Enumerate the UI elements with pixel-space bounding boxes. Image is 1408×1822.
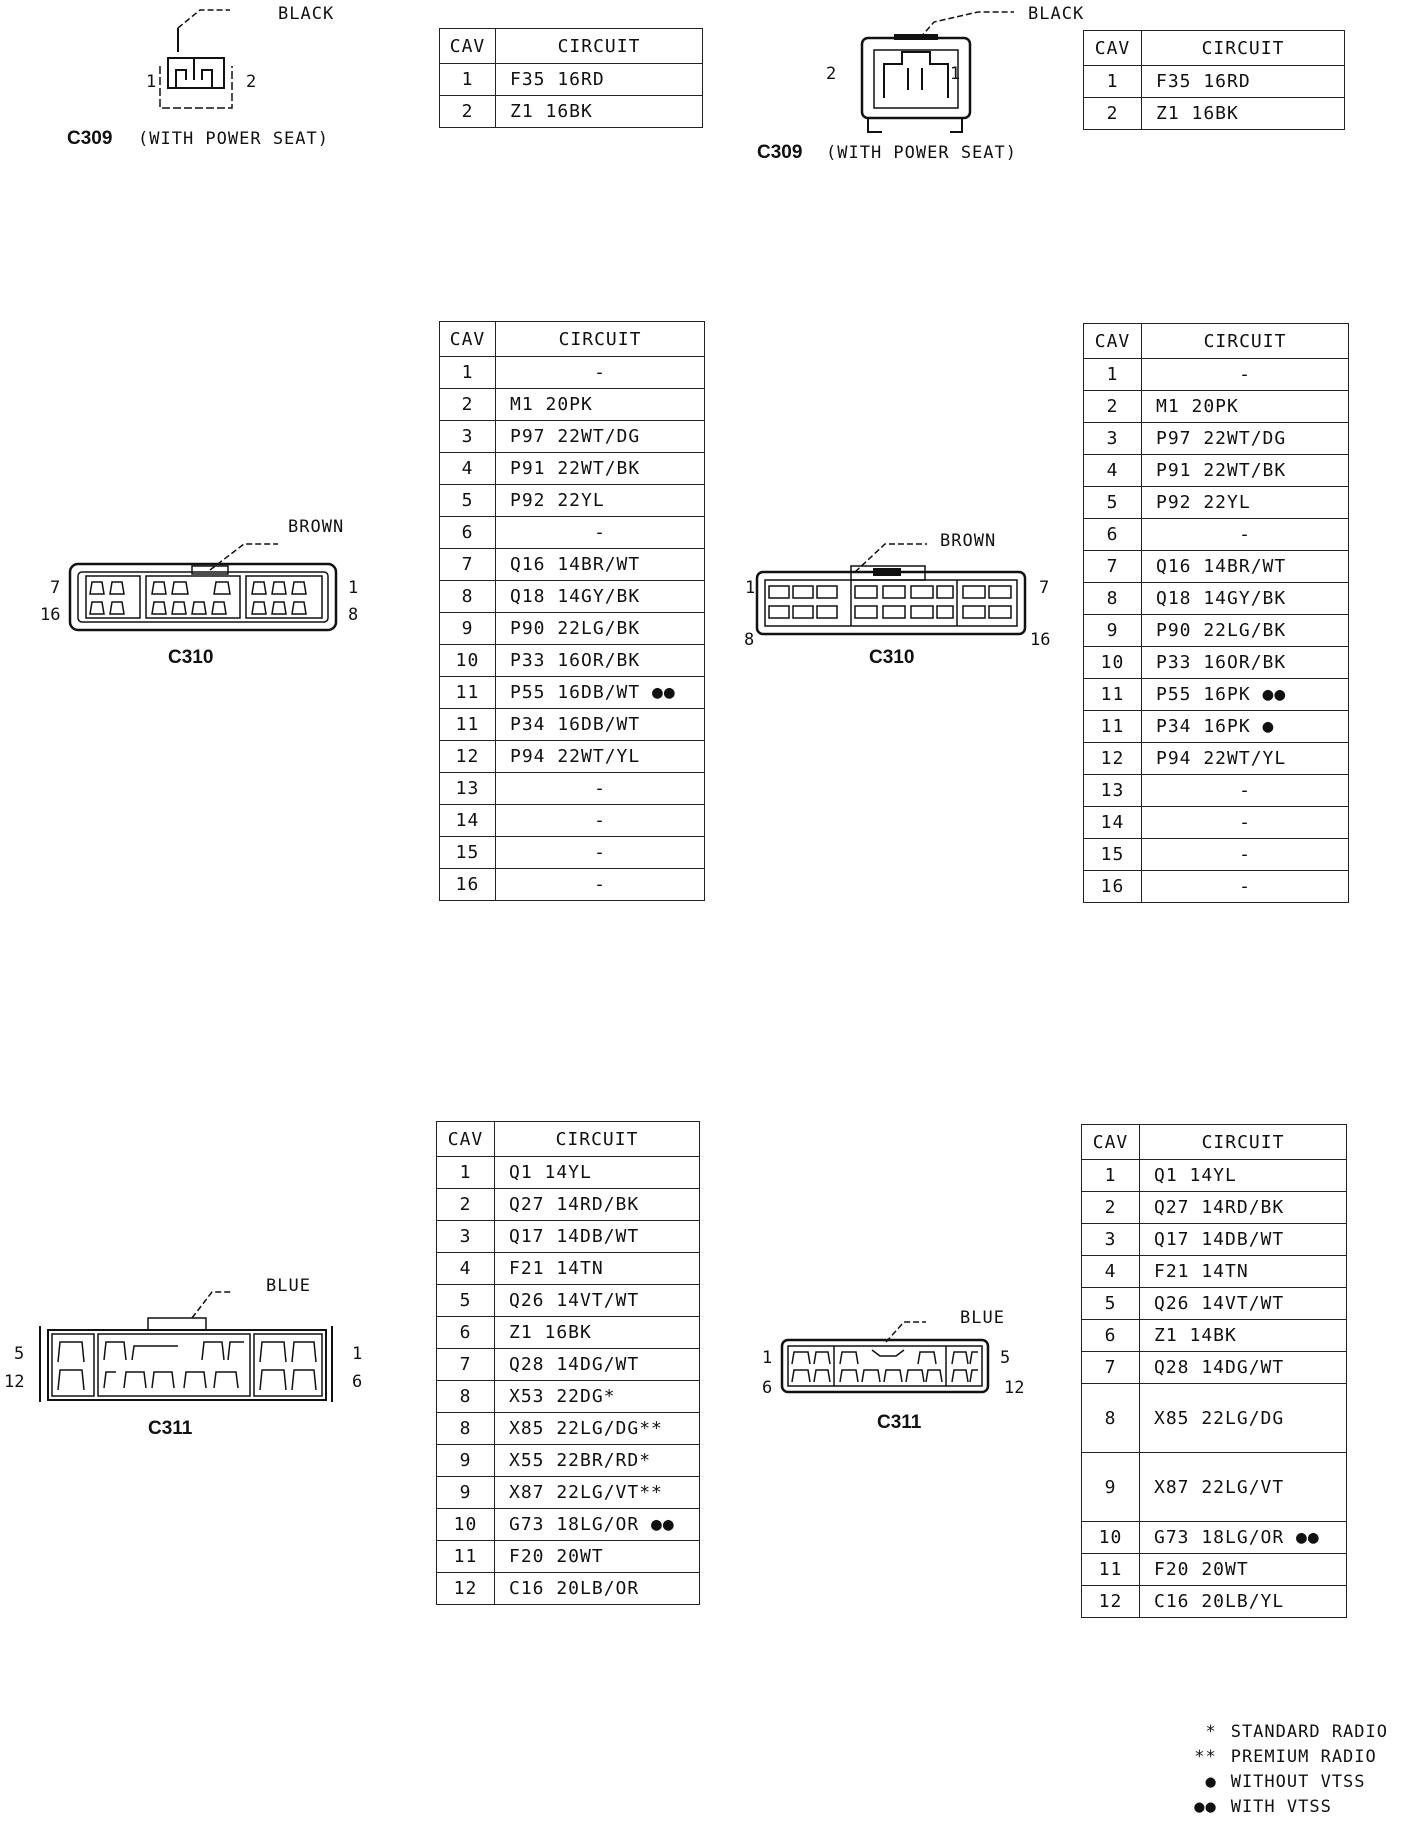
table-row xyxy=(1084,359,1349,391)
c310-left-pin-br: 8 xyxy=(348,605,359,625)
circuit-cell: M1 20PK xyxy=(1142,391,1349,423)
table-row xyxy=(440,677,705,709)
cav-cell: 12 xyxy=(1084,743,1142,775)
circuit-cell: P97 22WT/DG xyxy=(496,421,705,453)
cav-cell: 11 xyxy=(440,677,496,709)
cav-cell: 10 xyxy=(440,645,496,677)
table-row xyxy=(1082,1256,1347,1288)
c311-left-pin-br: 6 xyxy=(352,1372,363,1392)
legend-text: STANDARD RADIO xyxy=(1230,1722,1388,1742)
cav-cell: 1 xyxy=(440,357,496,389)
cav-cell: 2 xyxy=(440,389,496,421)
cav-cell: 12 xyxy=(1082,1586,1140,1618)
cav-cell: 9 xyxy=(440,613,496,645)
c309-right-connector-drawing xyxy=(838,8,1028,138)
circuit-cell: - xyxy=(1142,807,1349,839)
circuit-cell: Z1 16BK xyxy=(495,1317,700,1349)
circuit-header: CIRCUIT xyxy=(496,322,705,357)
table-row xyxy=(1084,711,1349,743)
table-row xyxy=(1082,1384,1347,1453)
circuit-cell: - xyxy=(496,805,705,837)
table-row xyxy=(440,805,705,837)
circuit-cell: Q26 14VT/WT xyxy=(1140,1288,1347,1320)
table-row xyxy=(1084,455,1349,487)
table-row xyxy=(440,357,705,389)
circuit-cell: P33 16OR/BK xyxy=(1142,647,1349,679)
cav-cell: 3 xyxy=(1084,423,1142,455)
cav-cell: 14 xyxy=(440,805,496,837)
circuit-cell: Q18 14GY/BK xyxy=(496,581,705,613)
circuit-cell: P94 22WT/YL xyxy=(1142,743,1349,775)
cav-header: CAV xyxy=(440,322,496,357)
c309-right-color-label: BLACK xyxy=(1028,4,1085,24)
cav-cell: 9 xyxy=(437,1445,495,1477)
cav-cell: 11 xyxy=(1084,711,1142,743)
table-row xyxy=(440,517,705,549)
circuit-cell: F35 16RD xyxy=(496,64,703,96)
cav-header: CAV xyxy=(1082,1125,1140,1160)
c309-right-table xyxy=(1083,30,1345,130)
table-row xyxy=(440,613,705,645)
c310-right-table xyxy=(1083,323,1349,903)
cav-cell: 13 xyxy=(1084,775,1142,807)
circuit-cell: Q16 14BR/WT xyxy=(1142,551,1349,583)
circuit-header: CIRCUIT xyxy=(1142,31,1345,66)
table-row xyxy=(1084,551,1349,583)
circuit-cell: Q16 14BR/WT xyxy=(496,549,705,581)
c309-left-pin-left: 1 xyxy=(146,72,157,92)
circuit-cell: P92 22YL xyxy=(1142,487,1349,519)
cav-cell: 16 xyxy=(1084,871,1142,903)
circuit-cell: - xyxy=(496,357,705,389)
circuit-cell: Q27 14RD/BK xyxy=(1140,1192,1347,1224)
circuit-cell: X87 22LG/VT** xyxy=(495,1477,700,1509)
circuit-cell: G73 18LG/OR ●● xyxy=(1140,1522,1347,1554)
c310-right-pin-tl: 1 xyxy=(745,578,756,598)
c309-right-pin-right: 1 xyxy=(950,64,961,84)
table-row xyxy=(437,1285,700,1317)
cav-cell: 2 xyxy=(1084,98,1142,130)
cav-cell: 16 xyxy=(440,869,496,901)
table-row xyxy=(437,1573,700,1605)
c309-right-pin-left: 2 xyxy=(826,64,837,84)
cav-cell: 12 xyxy=(437,1573,495,1605)
cav-cell: 10 xyxy=(437,1509,495,1541)
cav-cell: 1 xyxy=(437,1157,495,1189)
circuit-header: CIRCUIT xyxy=(1142,324,1349,359)
table-row xyxy=(1084,871,1349,903)
circuit-cell: Q27 14RD/BK xyxy=(495,1189,700,1221)
table-row xyxy=(1084,519,1349,551)
table-row xyxy=(440,773,705,805)
table-row xyxy=(1082,1320,1347,1352)
cav-header: CAV xyxy=(1084,324,1142,359)
table-header-row xyxy=(1084,31,1345,66)
table-row xyxy=(1084,839,1349,871)
table-row xyxy=(1082,1160,1347,1192)
circuit-cell: P91 22WT/BK xyxy=(1142,455,1349,487)
cav-cell: 10 xyxy=(1084,647,1142,679)
c311-right-connector-drawing xyxy=(780,1290,1000,1400)
c310-left-pin-tr: 1 xyxy=(348,578,359,598)
cav-cell: 11 xyxy=(440,709,496,741)
cav-cell: 7 xyxy=(1082,1352,1140,1384)
legend xyxy=(1177,1722,1388,1822)
c309-left-connector-name: C309 xyxy=(67,128,113,149)
table-header-row xyxy=(440,29,703,64)
table-row xyxy=(1082,1522,1347,1554)
circuit-cell: C16 20LB/YL xyxy=(1140,1586,1347,1618)
table-row xyxy=(1082,1586,1347,1618)
table-row xyxy=(1082,1224,1347,1256)
circuit-cell: Q26 14VT/WT xyxy=(495,1285,700,1317)
cav-header: CAV xyxy=(440,29,496,64)
table-row xyxy=(1084,615,1349,647)
cav-cell: 9 xyxy=(1082,1453,1140,1522)
table-row xyxy=(437,1445,700,1477)
table-row xyxy=(437,1349,700,1381)
c311-left-color-label: BLUE xyxy=(266,1276,311,1296)
table-row xyxy=(440,549,705,581)
cav-cell: 6 xyxy=(437,1317,495,1349)
table-row xyxy=(437,1541,700,1573)
table-row xyxy=(440,421,705,453)
cav-cell: 3 xyxy=(437,1221,495,1253)
c311-left-connector-name: C311 xyxy=(148,1418,193,1439)
c310-right-pin-bl: 8 xyxy=(744,630,755,650)
table-row xyxy=(440,709,705,741)
table-row xyxy=(1082,1453,1347,1522)
circuit-cell: X85 22LG/DG** xyxy=(495,1413,700,1445)
circuit-header: CIRCUIT xyxy=(496,29,703,64)
c311-right-pin-bl: 6 xyxy=(762,1378,773,1398)
cav-cell: 6 xyxy=(440,517,496,549)
circuit-cell: Q28 14DG/WT xyxy=(495,1349,700,1381)
cav-cell: 6 xyxy=(1082,1320,1140,1352)
legend-symbol: * xyxy=(1205,1722,1217,1742)
cav-cell: 8 xyxy=(1082,1384,1140,1453)
cav-cell: 2 xyxy=(440,96,496,128)
c309-right-connector-note: (WITH POWER SEAT) xyxy=(826,143,1017,163)
c309-left-pin-right: 2 xyxy=(246,72,257,92)
cav-cell: 15 xyxy=(1084,839,1142,871)
cav-cell: 11 xyxy=(1084,679,1142,711)
c311-right-pin-tl: 1 xyxy=(762,1348,773,1368)
table-row xyxy=(440,581,705,613)
circuit-header: CIRCUIT xyxy=(495,1122,700,1157)
c311-right-table xyxy=(1081,1124,1347,1618)
table-row xyxy=(1084,391,1349,423)
cav-header: CAV xyxy=(1084,31,1142,66)
circuit-cell: - xyxy=(1142,839,1349,871)
table-row xyxy=(440,453,705,485)
circuit-cell: - xyxy=(1142,775,1349,807)
circuit-header: CIRCUIT xyxy=(1140,1125,1347,1160)
c309-left-connector-note: (WITH POWER SEAT) xyxy=(138,129,329,149)
table-row xyxy=(440,64,703,96)
cav-cell: 5 xyxy=(1084,487,1142,519)
cav-header: CAV xyxy=(437,1122,495,1157)
cav-cell: 15 xyxy=(440,837,496,869)
circuit-cell: P55 16DB/WT ●● xyxy=(496,677,705,709)
circuit-cell: - xyxy=(1142,871,1349,903)
c310-right-color-label: BROWN xyxy=(940,531,997,551)
cav-cell: 14 xyxy=(1084,807,1142,839)
cav-cell: 1 xyxy=(440,64,496,96)
table-row xyxy=(1082,1554,1347,1586)
circuit-cell: - xyxy=(496,517,705,549)
table-row xyxy=(440,741,705,773)
circuit-cell: P33 16OR/BK xyxy=(496,645,705,677)
circuit-cell: P91 22WT/BK xyxy=(496,453,705,485)
table-row xyxy=(1084,583,1349,615)
c309-right-connector-name: C309 xyxy=(757,142,803,163)
table-row xyxy=(437,1477,700,1509)
cav-cell: 7 xyxy=(437,1349,495,1381)
table-row xyxy=(440,837,705,869)
c310-right-connector-name: C310 xyxy=(869,647,915,668)
table-row xyxy=(437,1317,700,1349)
circuit-cell: F20 20WT xyxy=(495,1541,700,1573)
table-row xyxy=(1084,66,1345,98)
cav-cell: 4 xyxy=(437,1253,495,1285)
circuit-cell: X55 22BR/RD* xyxy=(495,1445,700,1477)
table-row xyxy=(1084,647,1349,679)
cav-cell: 9 xyxy=(1084,615,1142,647)
table-row xyxy=(437,1253,700,1285)
c311-left-pin-bl: 12 xyxy=(4,1372,25,1392)
circuit-cell: F21 14TN xyxy=(495,1253,700,1285)
circuit-cell: - xyxy=(496,773,705,805)
cav-cell: 2 xyxy=(437,1189,495,1221)
table-row xyxy=(1084,775,1349,807)
c310-left-connector-name: C310 xyxy=(168,647,214,668)
table-row xyxy=(1084,807,1349,839)
cav-cell: 2 xyxy=(1082,1192,1140,1224)
c311-right-pin-tr: 5 xyxy=(1000,1348,1011,1368)
cav-cell: 8 xyxy=(437,1381,495,1413)
table-row xyxy=(1084,423,1349,455)
cav-cell: 11 xyxy=(437,1541,495,1573)
c309-left-connector-drawing xyxy=(140,8,260,118)
table-header-row xyxy=(1084,324,1349,359)
c309-left-color-label: BLACK xyxy=(278,4,335,24)
circuit-cell: X85 22LG/DG xyxy=(1140,1384,1347,1453)
c311-left-pin-tl: 5 xyxy=(14,1344,25,1364)
c310-right-pin-br: 16 xyxy=(1030,630,1051,650)
cav-cell: 10 xyxy=(1082,1522,1140,1554)
cav-cell: 8 xyxy=(437,1413,495,1445)
circuit-cell: F35 16RD xyxy=(1142,66,1345,98)
legend-symbol: ● xyxy=(1205,1772,1217,1792)
cav-cell: 7 xyxy=(440,549,496,581)
cav-cell: 8 xyxy=(1084,583,1142,615)
circuit-cell: F20 20WT xyxy=(1140,1554,1347,1586)
cav-cell: 1 xyxy=(1084,66,1142,98)
table-row xyxy=(437,1509,700,1541)
cav-cell: 5 xyxy=(1082,1288,1140,1320)
circuit-cell: - xyxy=(496,869,705,901)
circuit-cell: Q28 14DG/WT xyxy=(1140,1352,1347,1384)
circuit-cell: X53 22DG* xyxy=(495,1381,700,1413)
cav-cell: 5 xyxy=(440,485,496,517)
c311-left-table xyxy=(436,1121,700,1605)
circuit-cell: Q1 14YL xyxy=(1140,1160,1347,1192)
table-row xyxy=(440,645,705,677)
legend-entry xyxy=(1177,1747,1388,1772)
cav-cell: 3 xyxy=(440,421,496,453)
circuit-cell: P34 16DB/WT xyxy=(496,709,705,741)
legend-text: PREMIUM RADIO xyxy=(1230,1747,1377,1767)
circuit-cell: Q18 14GY/BK xyxy=(1142,583,1349,615)
circuit-cell: - xyxy=(1142,519,1349,551)
circuit-cell: - xyxy=(1142,359,1349,391)
c311-right-pin-br: 12 xyxy=(1004,1378,1025,1398)
legend-entry xyxy=(1177,1722,1388,1747)
table-row xyxy=(437,1221,700,1253)
c310-right-pin-tr: 7 xyxy=(1039,578,1050,598)
legend-symbol: ●● xyxy=(1194,1797,1217,1817)
cav-cell: 8 xyxy=(440,581,496,613)
circuit-cell: P34 16PK ● xyxy=(1142,711,1349,743)
circuit-cell: P90 22LG/BK xyxy=(496,613,705,645)
circuit-cell: P92 22YL xyxy=(496,485,705,517)
table-row xyxy=(1084,487,1349,519)
circuit-cell: - xyxy=(496,837,705,869)
circuit-cell: P55 16PK ●● xyxy=(1142,679,1349,711)
table-row xyxy=(1082,1192,1347,1224)
table-row xyxy=(1082,1288,1347,1320)
circuit-cell: G73 18LG/OR ●● xyxy=(495,1509,700,1541)
cav-cell: 1 xyxy=(1082,1160,1140,1192)
cav-cell: 9 xyxy=(437,1477,495,1509)
table-row xyxy=(437,1413,700,1445)
table-header-row xyxy=(437,1122,700,1157)
cav-cell: 12 xyxy=(440,741,496,773)
table-row xyxy=(437,1189,700,1221)
cav-cell: 6 xyxy=(1084,519,1142,551)
c310-left-color-label: BROWN xyxy=(288,517,345,537)
circuit-cell: P90 22LG/BK xyxy=(1142,615,1349,647)
circuit-cell: X87 22LG/VT xyxy=(1140,1453,1347,1522)
table-row xyxy=(440,389,705,421)
cav-cell: 2 xyxy=(1084,391,1142,423)
table-row xyxy=(437,1157,700,1189)
circuit-cell: Q1 14YL xyxy=(495,1157,700,1189)
circuit-cell: Q17 14DB/WT xyxy=(1140,1224,1347,1256)
cav-cell: 11 xyxy=(1082,1554,1140,1586)
circuit-cell: M1 20PK xyxy=(496,389,705,421)
circuit-cell: P97 22WT/DG xyxy=(1142,423,1349,455)
c311-right-color-label: BLUE xyxy=(960,1308,1005,1328)
cav-cell: 7 xyxy=(1084,551,1142,583)
table-row xyxy=(440,869,705,901)
c309-left-table xyxy=(439,28,703,128)
cav-cell: 13 xyxy=(440,773,496,805)
circuit-cell: F21 14TN xyxy=(1140,1256,1347,1288)
table-header-row xyxy=(1082,1125,1347,1160)
table-row xyxy=(437,1381,700,1413)
cav-cell: 3 xyxy=(1082,1224,1140,1256)
legend-text: WITH VTSS xyxy=(1230,1797,1332,1817)
cav-cell: 4 xyxy=(1084,455,1142,487)
table-row xyxy=(1084,98,1345,130)
cav-cell: 4 xyxy=(440,453,496,485)
circuit-cell: C16 20LB/OR xyxy=(495,1573,700,1605)
circuit-cell: Q17 14DB/WT xyxy=(495,1221,700,1253)
circuit-cell: Z1 16BK xyxy=(1142,98,1345,130)
c310-left-pin-bl: 16 xyxy=(40,605,61,625)
c310-left-pin-tl: 7 xyxy=(50,578,61,598)
circuit-cell: Z1 14BK xyxy=(1140,1320,1347,1352)
table-row xyxy=(1084,679,1349,711)
table-row xyxy=(440,485,705,517)
c310-left-table xyxy=(439,321,705,901)
cav-cell: 4 xyxy=(1082,1256,1140,1288)
table-row xyxy=(440,96,703,128)
c311-left-pin-tr: 1 xyxy=(352,1344,363,1364)
cav-cell: 5 xyxy=(437,1285,495,1317)
legend-symbol: ** xyxy=(1194,1747,1217,1767)
table-header-row xyxy=(440,322,705,357)
table-row xyxy=(1084,743,1349,775)
circuit-cell: Z1 16BK xyxy=(496,96,703,128)
c311-right-connector-name: C311 xyxy=(877,1412,922,1433)
table-row xyxy=(1082,1352,1347,1384)
legend-text: WITHOUT VTSS xyxy=(1230,1772,1366,1792)
circuit-cell: P94 22WT/YL xyxy=(496,741,705,773)
legend-entry xyxy=(1177,1772,1388,1797)
cav-cell: 1 xyxy=(1084,359,1142,391)
